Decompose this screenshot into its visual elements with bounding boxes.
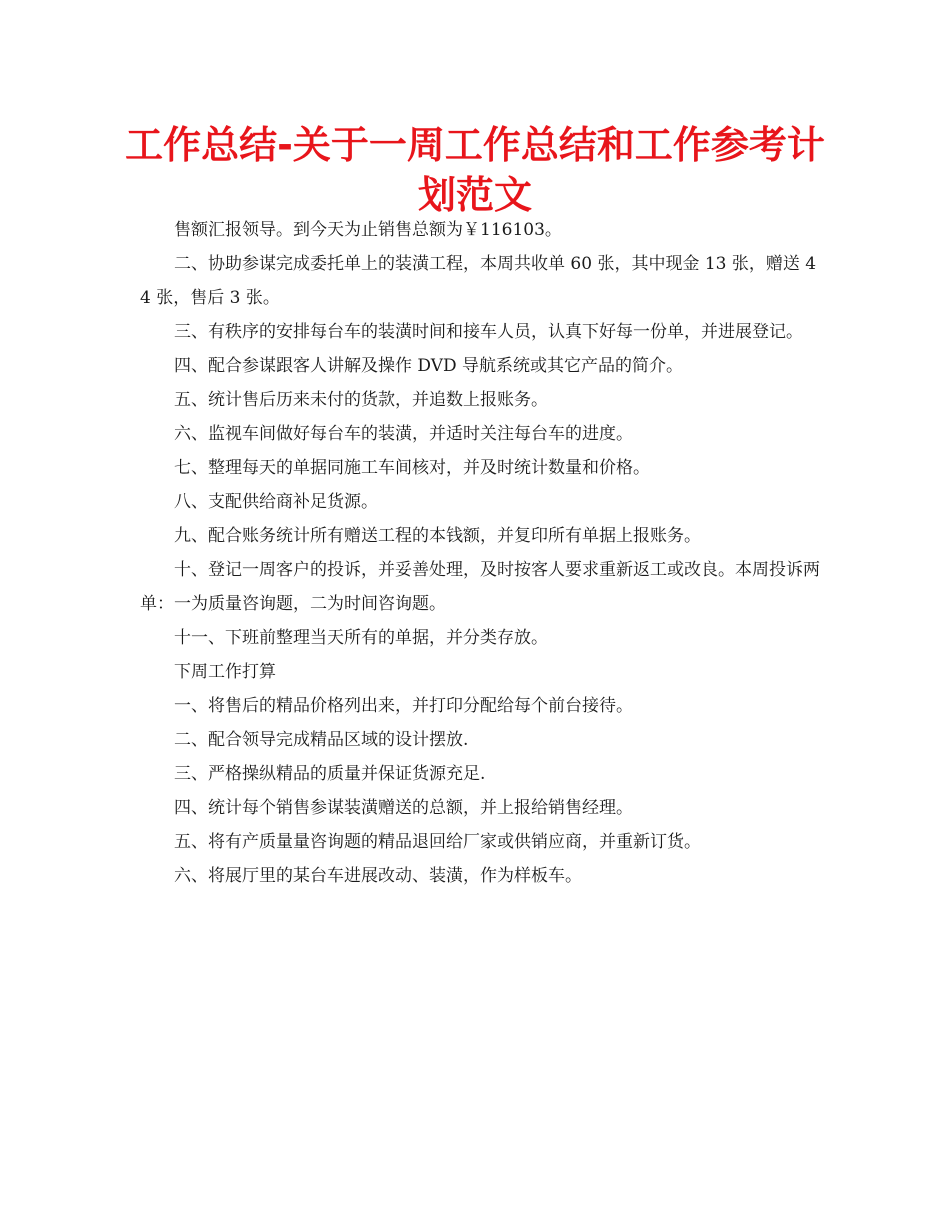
paragraph: 二、配合领导完成精品区域的设计摆放. xyxy=(174,730,469,750)
paragraph: 二、协助参谋完成委托单上的装潢工程，本周共收单 60 张，其中现金 13 张，赠送 44 张，售后 3 张。 xyxy=(140,254,817,308)
paragraph: 五、统计售后历来未付的货款，并追数上报账务。 xyxy=(174,390,548,410)
paragraph: 六、将展厅里的某台车进展改动、装潢，作为样板车。 xyxy=(174,866,582,886)
paragraph: 九、配合账务统计所有赠送工程的本钱额，并复印所有单据上报账务。 xyxy=(174,526,701,546)
paragraph: 十、登记一周客户的投诉，并妥善处理，及时按客人要求重新返工或改良。本周投诉两单：一为质量咨询题，二为时间咨询题。 xyxy=(140,560,820,614)
paragraph: 六、监视车间做好每台车的装潢，并适时关注每台车的进度。 xyxy=(174,424,633,444)
paragraph: 八、支配供给商补足货源。 xyxy=(174,492,378,512)
paragraph: 售额汇报领导。到今天为止销售总额为￥116103。 xyxy=(174,220,562,240)
paragraph: 四、统计每个销售参谋装潢赠送的总额，并上报给销售经理。 xyxy=(174,798,633,818)
document-title: 工作总结-关于一周工作总结和工作参考计划范文 xyxy=(125,123,825,217)
paragraph: 一、将售后的精品价格列出来，并打印分配给每个前台接待。 xyxy=(174,696,633,716)
paragraph: 十一、下班前整理当天所有的单据，并分类存放。 xyxy=(174,628,548,648)
paragraph: 三、严格操纵精品的质量并保证货源充足. xyxy=(174,764,486,784)
paragraph: 七、整理每天的单据同施工车间核对，并及时统计数量和价格。 xyxy=(174,458,650,478)
paragraph: 三、有秩序的安排每台车的装潢时间和接车人员，认真下好每一份单，并进展登记。 xyxy=(174,322,803,342)
paragraph: 四、配合参谋跟客人讲解及操作 DVD 导航系统或其它产品的简介。 xyxy=(174,356,684,376)
section-heading: 下周工作打算 xyxy=(174,662,276,682)
document-body xyxy=(140,213,820,893)
paragraph: 五、将有产质量量咨询题的精品退回给厂家或供销应商，并重新订货。 xyxy=(174,832,701,852)
